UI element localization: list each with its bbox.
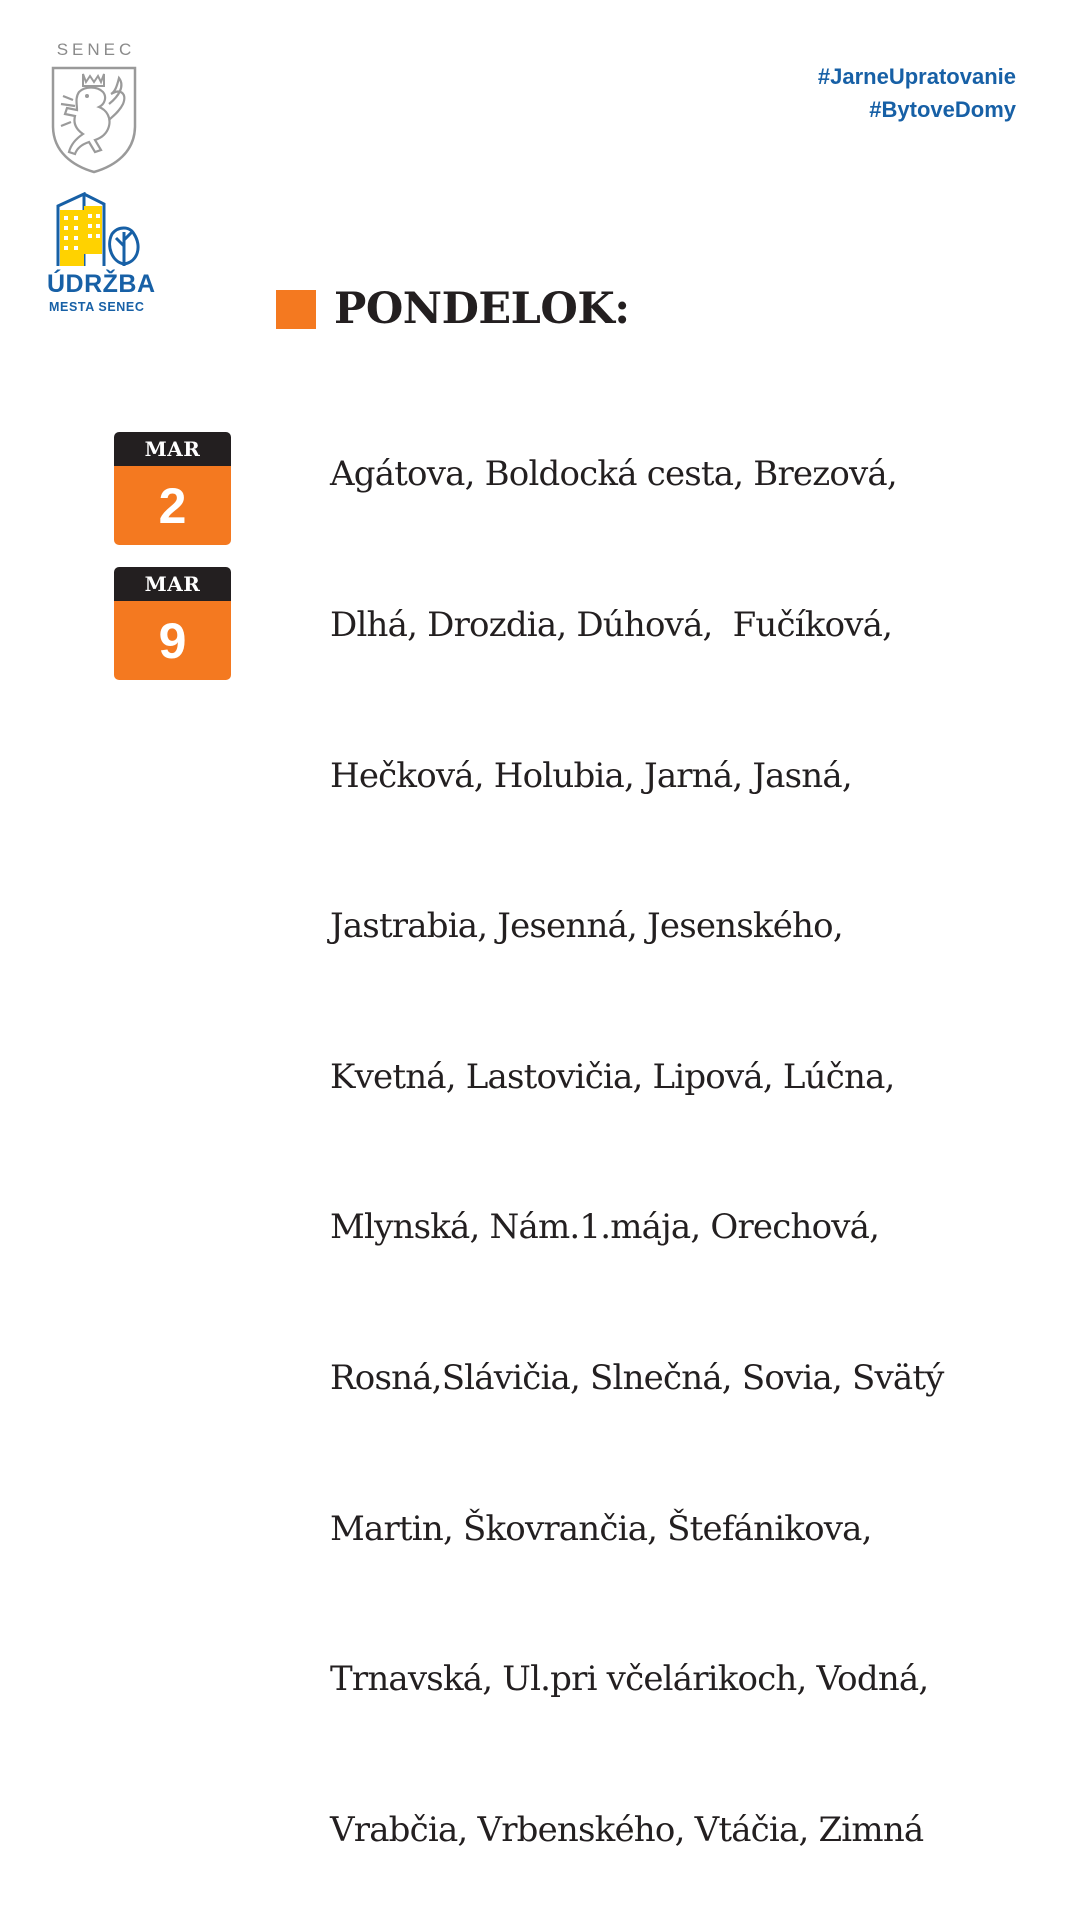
- street-line: Martin, Škovrančia, Štefánikova,: [330, 1508, 872, 1549]
- street-line: Agátova, Boldocká cesta, Brezová,: [330, 454, 897, 495]
- senec-logo: [46, 40, 142, 174]
- street-line: Trnavská, Ul.pri včelárikoch, Vodná,: [330, 1659, 929, 1700]
- date-month: MAR: [114, 432, 231, 466]
- date-day: 9: [114, 601, 231, 680]
- udrzba-logo: [46, 192, 156, 314]
- date-card: [114, 567, 231, 680]
- street-line: Jastrabia, Jesenná, Jesenského,: [330, 906, 843, 947]
- hashtags: [818, 60, 1016, 126]
- street-line: Rosná,Slávičia, Slnečná, Sovia, Svätý: [330, 1358, 944, 1399]
- street-line: Kvetná, Lastovičia, Lipová, Lúčna,: [330, 1056, 895, 1097]
- street-line: Hečková, Holubia, Jarná, Jasná,: [330, 755, 852, 796]
- orange-square-bullet: [276, 290, 316, 329]
- date-month: MAR: [114, 567, 231, 601]
- hashtag: #JarneUpratovanie: [817, 64, 1016, 89]
- building-tree-icon: [54, 192, 144, 268]
- senec-crest-icon: [49, 64, 139, 174]
- brand-subtitle: MESTA SENEC: [49, 300, 145, 314]
- street-list: [330, 349, 1030, 1905]
- street-line: Dlhá, Drozdia, Dúhová, Fučíková,: [330, 605, 893, 646]
- brand-title: ÚDRŽBA: [47, 270, 156, 298]
- street-line: Vrabčia, Vrbenského, Vtáčia, Zimná: [330, 1809, 924, 1850]
- day-title: PONDELOK:: [334, 284, 630, 334]
- date-day: 2: [114, 466, 231, 545]
- day-heading: [276, 284, 630, 334]
- street-line: Mlynská, Nám.1.mája, Orechová,: [330, 1207, 880, 1248]
- city-name: SENEC: [56, 40, 136, 59]
- hashtag: #BytoveDomy: [869, 97, 1016, 122]
- date-card: [114, 432, 231, 545]
